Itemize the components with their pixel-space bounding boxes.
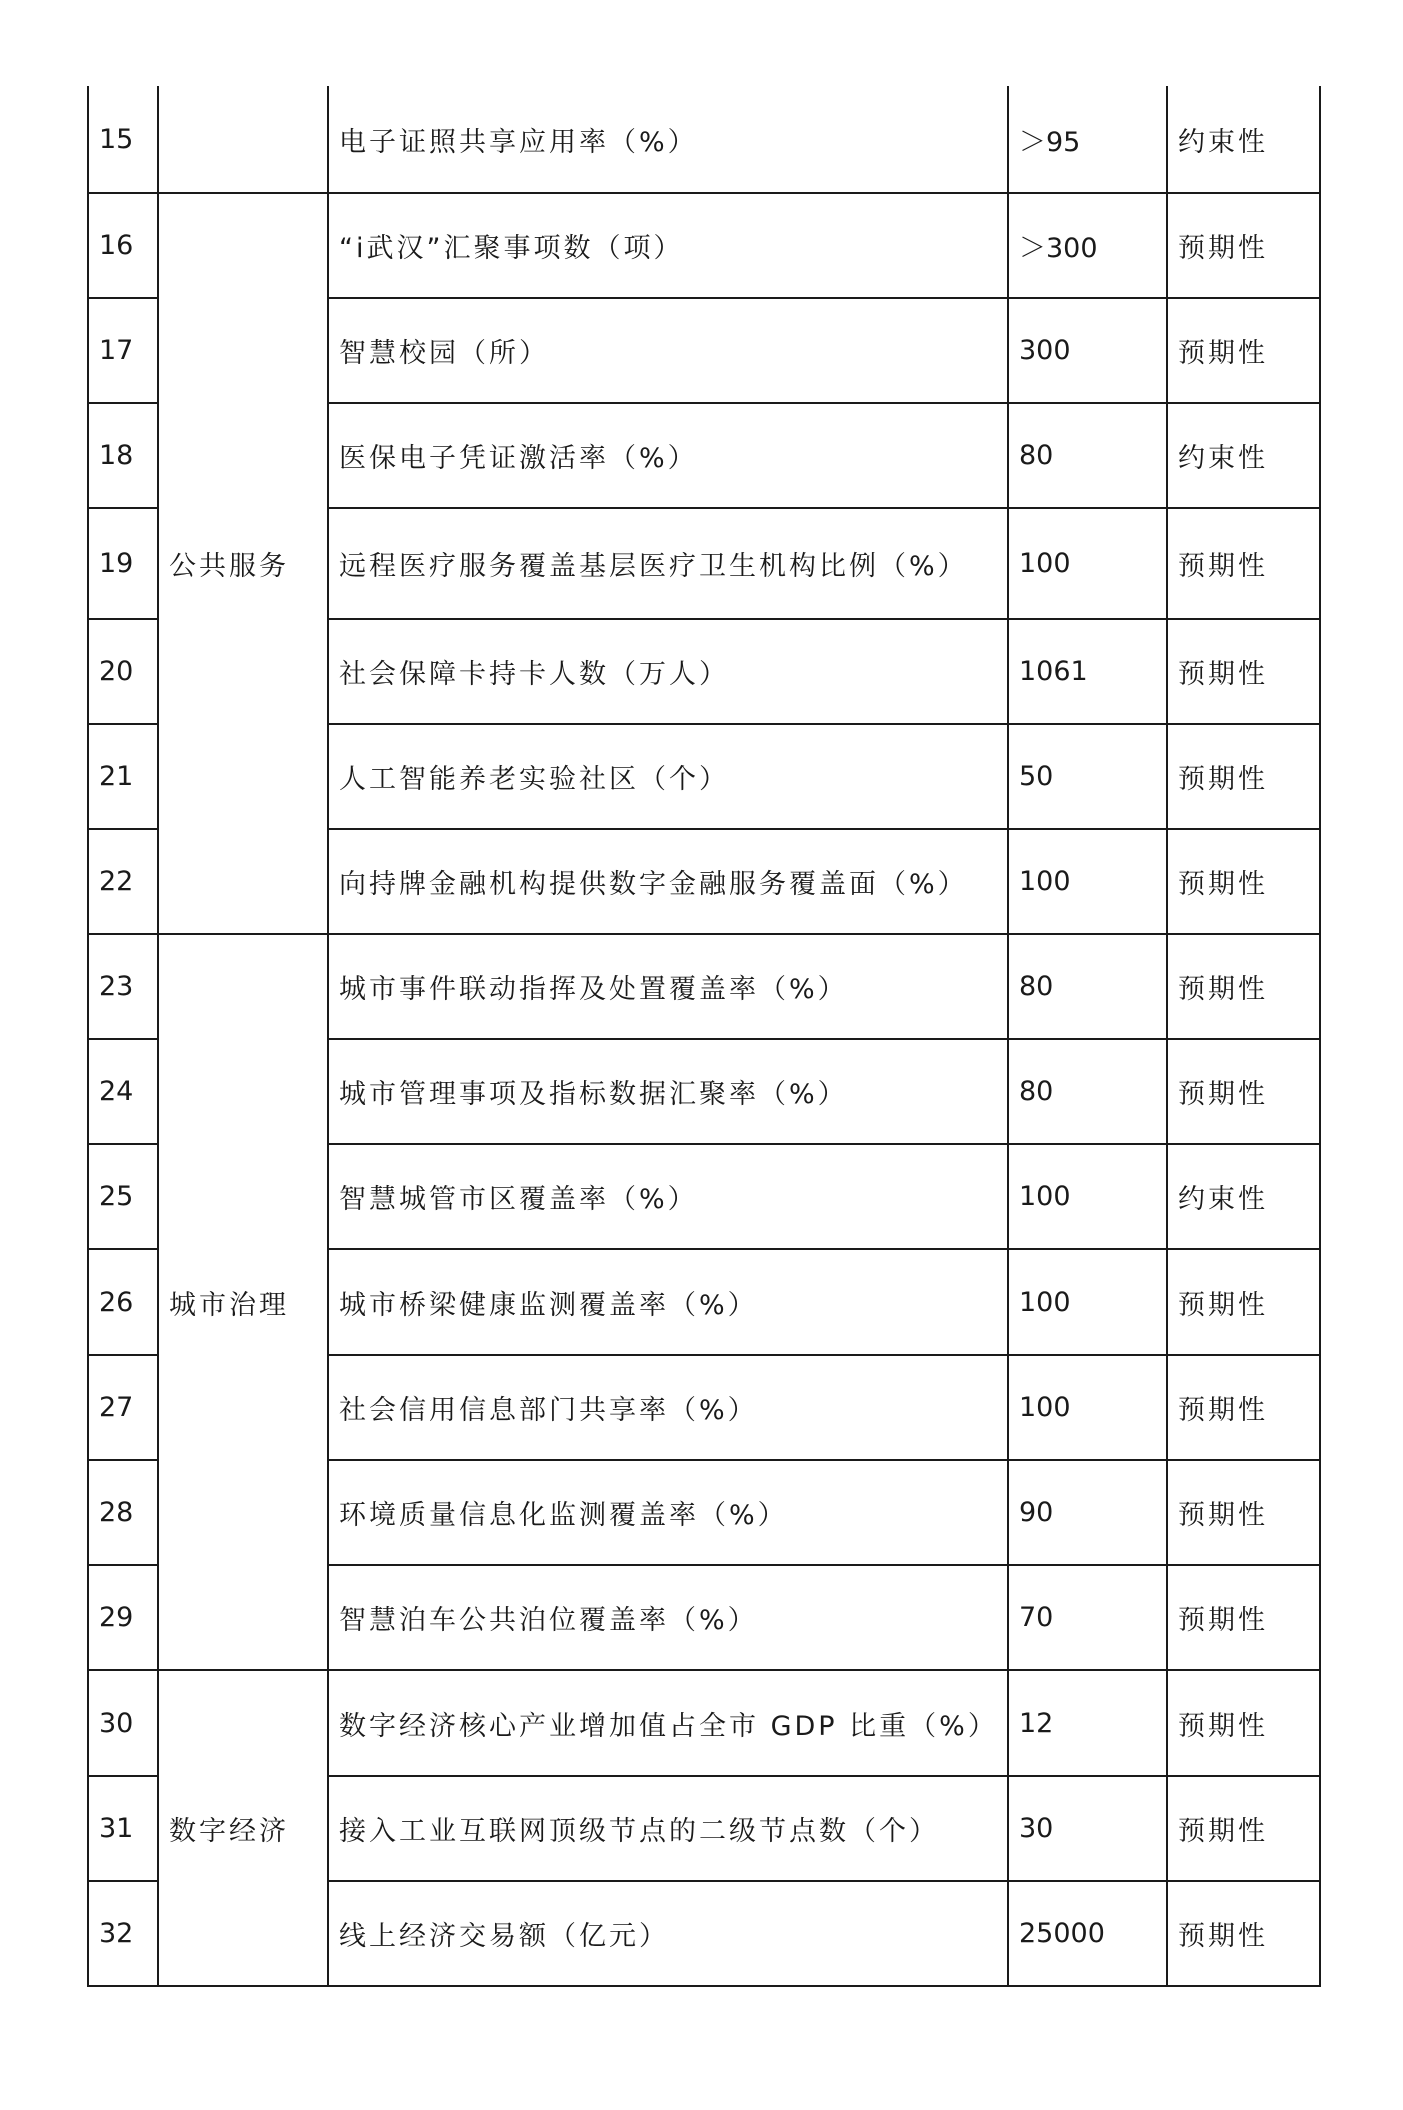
target-value-cell: 70 (1008, 1565, 1167, 1670)
indicator-cell: 社会保障卡持卡人数（万人） (328, 619, 1008, 724)
table-row (88, 86, 1320, 193)
target-value-cell: 300 (1008, 298, 1167, 403)
indicator-cell: 人工智能养老实验社区（个） (328, 724, 1008, 829)
row-number: 32 (88, 1881, 158, 1986)
indicator-cell: 城市管理事项及指标数据汇聚率（%） (328, 1039, 1008, 1144)
indicator-type-cell: 预期性 (1167, 1039, 1320, 1144)
target-value-cell: ＞300 (1008, 193, 1167, 298)
indicator-cell: 电子证照共享应用率（%） (328, 86, 1008, 193)
category-cell (158, 86, 328, 193)
target-value-cell: 80 (1008, 403, 1167, 508)
indicator-type-cell: 预期性 (1167, 829, 1320, 934)
indicator-type-cell: 约束性 (1167, 403, 1320, 508)
target-value-cell: 30 (1008, 1776, 1167, 1881)
row-number: 23 (88, 934, 158, 1039)
row-number: 26 (88, 1249, 158, 1355)
target-value-cell: 12 (1008, 1670, 1167, 1776)
indicator-type-cell: 预期性 (1167, 1776, 1320, 1881)
row-number: 16 (88, 193, 158, 298)
indicator-cell: 数字经济核心产业增加值占全市 GDP 比重（%） (328, 1670, 1008, 1776)
indicator-cell: “i武汉”汇聚事项数（项） (328, 193, 1008, 298)
indicator-type-cell: 约束性 (1167, 86, 1320, 193)
indicator-cell: 智慧泊车公共泊位覆盖率（%） (328, 1565, 1008, 1670)
category-cell: 城市治理 (158, 934, 328, 1670)
indicator-cell: 接入工业互联网顶级节点的二级节点数（个） (328, 1776, 1008, 1881)
indicator-cell: 智慧城管市区覆盖率（%） (328, 1144, 1008, 1249)
target-value-cell: 25000 (1008, 1881, 1167, 1986)
target-value-cell: ＞95 (1008, 86, 1167, 193)
indicator-cell: 社会信用信息部门共享率（%） (328, 1355, 1008, 1460)
category-cell: 公共服务 (158, 193, 328, 934)
indicator-cell: 线上经济交易额（亿元） (328, 1881, 1008, 1986)
row-number: 17 (88, 298, 158, 403)
indicator-cell: 城市桥梁健康监测覆盖率（%） (328, 1249, 1008, 1355)
indicator-type-cell: 预期性 (1167, 619, 1320, 724)
target-value-cell: 50 (1008, 724, 1167, 829)
target-value-cell: 100 (1008, 508, 1167, 619)
indicator-cell: 环境质量信息化监测覆盖率（%） (328, 1460, 1008, 1565)
row-number: 29 (88, 1565, 158, 1670)
indicator-type-cell: 预期性 (1167, 1249, 1320, 1355)
indicator-cell: 城市事件联动指挥及处置覆盖率（%） (328, 934, 1008, 1039)
target-value-cell: 100 (1008, 1249, 1167, 1355)
row-number: 24 (88, 1039, 158, 1144)
indicator-type-cell: 预期性 (1167, 724, 1320, 829)
indicator-type-cell: 预期性 (1167, 1355, 1320, 1460)
indicator-type-cell: 约束性 (1167, 1144, 1320, 1249)
indicator-type-cell: 预期性 (1167, 1460, 1320, 1565)
indicator-type-cell: 预期性 (1167, 508, 1320, 619)
indicator-type-cell: 预期性 (1167, 298, 1320, 403)
table-row (88, 934, 1320, 1039)
row-number: 31 (88, 1776, 158, 1881)
row-number: 19 (88, 508, 158, 619)
row-number: 18 (88, 403, 158, 508)
row-number: 28 (88, 1460, 158, 1565)
target-value-cell: 100 (1008, 1355, 1167, 1460)
row-number: 22 (88, 829, 158, 934)
indicator-type-cell: 预期性 (1167, 1565, 1320, 1670)
indicator-cell: 向持牌金融机构提供数字金融服务覆盖面（%） (328, 829, 1008, 934)
row-number: 27 (88, 1355, 158, 1460)
target-value-cell: 1061 (1008, 619, 1167, 724)
indicator-cell: 医保电子凭证激活率（%） (328, 403, 1008, 508)
indicator-cell: 远程医疗服务覆盖基层医疗卫生机构比例（%） (328, 508, 1008, 619)
row-number: 20 (88, 619, 158, 724)
row-number: 30 (88, 1670, 158, 1776)
indicator-type-cell: 预期性 (1167, 1670, 1320, 1776)
target-value-cell: 90 (1008, 1460, 1167, 1565)
indicator-type-cell: 预期性 (1167, 193, 1320, 298)
category-cell: 数字经济 (158, 1670, 328, 1986)
row-number: 25 (88, 1144, 158, 1249)
target-value-cell: 100 (1008, 829, 1167, 934)
target-value-cell: 100 (1008, 1144, 1167, 1249)
target-value-cell: 80 (1008, 934, 1167, 1039)
indicator-cell: 智慧校园（所） (328, 298, 1008, 403)
target-value-cell: 80 (1008, 1039, 1167, 1144)
indicator-table-body (88, 86, 1320, 1986)
indicator-table (87, 86, 1321, 1987)
table-row (88, 1670, 1320, 1776)
table-row (88, 193, 1320, 298)
row-number: 15 (88, 86, 158, 193)
row-number: 21 (88, 724, 158, 829)
indicator-type-cell: 预期性 (1167, 934, 1320, 1039)
indicator-type-cell: 预期性 (1167, 1881, 1320, 1986)
